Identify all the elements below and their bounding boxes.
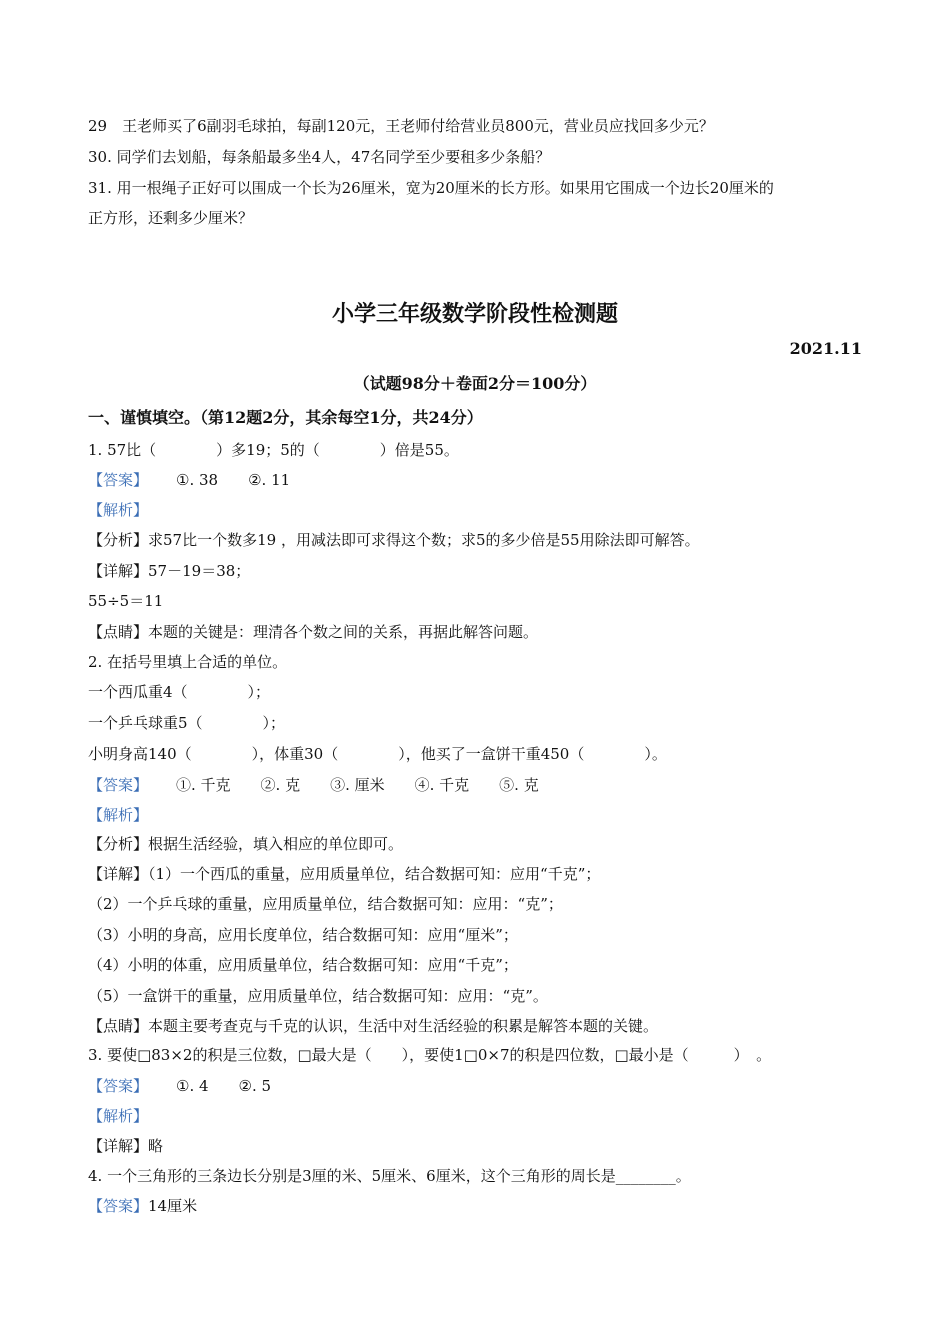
q2-jiexi-row [88,805,148,825]
q2-detail-2: （2）一个乒乓球的重量，应用质量单位，结合数据可知：应用：“克”； [88,895,563,913]
answer-tag: 【答案】 [88,1197,149,1215]
q1-xiangjie-row [88,561,250,581]
q4-stem: 4. 一个三角形的三条边长分别是3厘的米、5厘米、6厘米，这个三角形的周长是________。 [88,1167,691,1185]
q2-line-2: 一个乒乓球重5（ ）； [88,714,286,732]
q2-line-1: 一个西瓜重4（ ）； [88,683,271,701]
q2-stem: 2. 在括号里填上合适的单位。 [88,653,288,671]
q1-answer: ①. 38 ②. 11 [176,471,291,489]
jiexi-tag: 【解析】 [88,1107,149,1125]
q2-dianjing: 本题主要考查克与千克的认识，生活中对生活经验的积累是解答本题的关键。 [148,1017,659,1035]
q1-fenxi-row [88,530,700,550]
xiangjie-tag: 【详解】 [88,1137,149,1155]
question-31: 31. 用一根绳子正好可以围成一个长为26厘米，宽为20厘米的长方形。如果用它围成一个边长20厘米的 [88,179,774,197]
xiangjie-tag: 【详解】 [88,865,149,883]
question-30: 30. 同学们去划船，每条船最多坐4人，47名同学至少要租多少条船？ [88,148,551,166]
q1-xiangjie: 57－19＝38； [148,562,251,580]
q2-xiangjie: （1）一个西瓜的重量，应用质量单位，结合数据可知：应用“千克”； [148,865,601,883]
q2-answer-row [88,775,539,795]
q4-answer: 14厘米 [148,1197,198,1215]
q2-xiangjie-row [88,864,600,884]
q2-line-3: 小明身高140（ ），体重30（ ），他买了一盒饼干重450（ ）。 [88,745,667,763]
jiexi-tag: 【解析】 [88,806,149,824]
page-title: 小学三年级数学阶段性检测题 [331,301,618,327]
xiangjie-tag: 【详解】 [88,562,149,580]
q3-answer-row [88,1076,271,1096]
question-29: 29 王老师买了6副羽毛球拍，每副120元，王老师付给营业员800元，营业员应找回多少元？ [88,117,714,135]
section-heading: 一、谨慎填空。（第12题2分，其余每空1分，共24分） [88,408,483,427]
q1-dianjing-row [88,622,538,642]
q3-xiangjie: 略 [148,1137,164,1155]
q3-xiangjie-row [88,1136,163,1156]
answer-tag: 【答案】 [88,776,149,794]
q1-stem: 1. 57比（ ）多19；5的（ ）倍是55。 [88,441,459,459]
q2-detail-4: （4）小明的体重，应用质量单位，结合数据可知：应用“千克”； [88,956,518,974]
dianjing-tag: 【点睛】 [88,1017,149,1035]
q1-dianjing: 本题的关键是：理清各个数之间的关系，再据此解答问题。 [148,623,539,641]
answer-tag: 【答案】 [88,471,149,489]
question-31-continued: 正方形，还剩多少厘米？ [88,209,254,227]
q1-answer-row [88,470,290,490]
q2-detail-3: （3）小明的身高，应用长度单位，结合数据可知：应用“厘米”； [88,926,518,944]
exam-date: 2021.11 [789,339,862,358]
answer-tag: 【答案】 [88,1077,149,1095]
jiexi-tag: 【解析】 [88,501,149,519]
q3-answer: ①. 4 ②. 5 [176,1077,272,1095]
q1-fenxi: 求57比一个数多19 ，用减法即可求得这个数；求5的多少倍是55用除法即可解答。 [148,531,700,549]
q2-fenxi-row [88,834,403,854]
q2-answer: ①. 千克 ②. 克 ③. 厘米 ④. 千克 ⑤. 克 [176,776,539,794]
q4-answer-row [88,1196,197,1216]
q2-dianjing-row [88,1016,658,1036]
q1-jiexi-row [88,500,148,520]
q2-detail-5: （5）一盒饼干的重量，应用质量单位，结合数据可知：应用：“克”。 [88,987,548,1005]
q3-stem: 3. 要使□83×2的积是三位数，□最大是（ ），要使1□0×7的积是四位数，□最小是（ ） 。 [88,1046,772,1064]
q3-jiexi-row [88,1106,148,1126]
q2-fenxi: 根据生活经验，填入相应的单位即可。 [148,835,404,853]
score-note: （试题98分＋卷面2分＝100分） [353,374,597,393]
fenxi-tag: 【分析】 [88,531,149,549]
q1-xiangjie-2: 55÷5＝11 [88,592,164,610]
fenxi-tag: 【分析】 [88,835,149,853]
dianjing-tag: 【点睛】 [88,623,149,641]
